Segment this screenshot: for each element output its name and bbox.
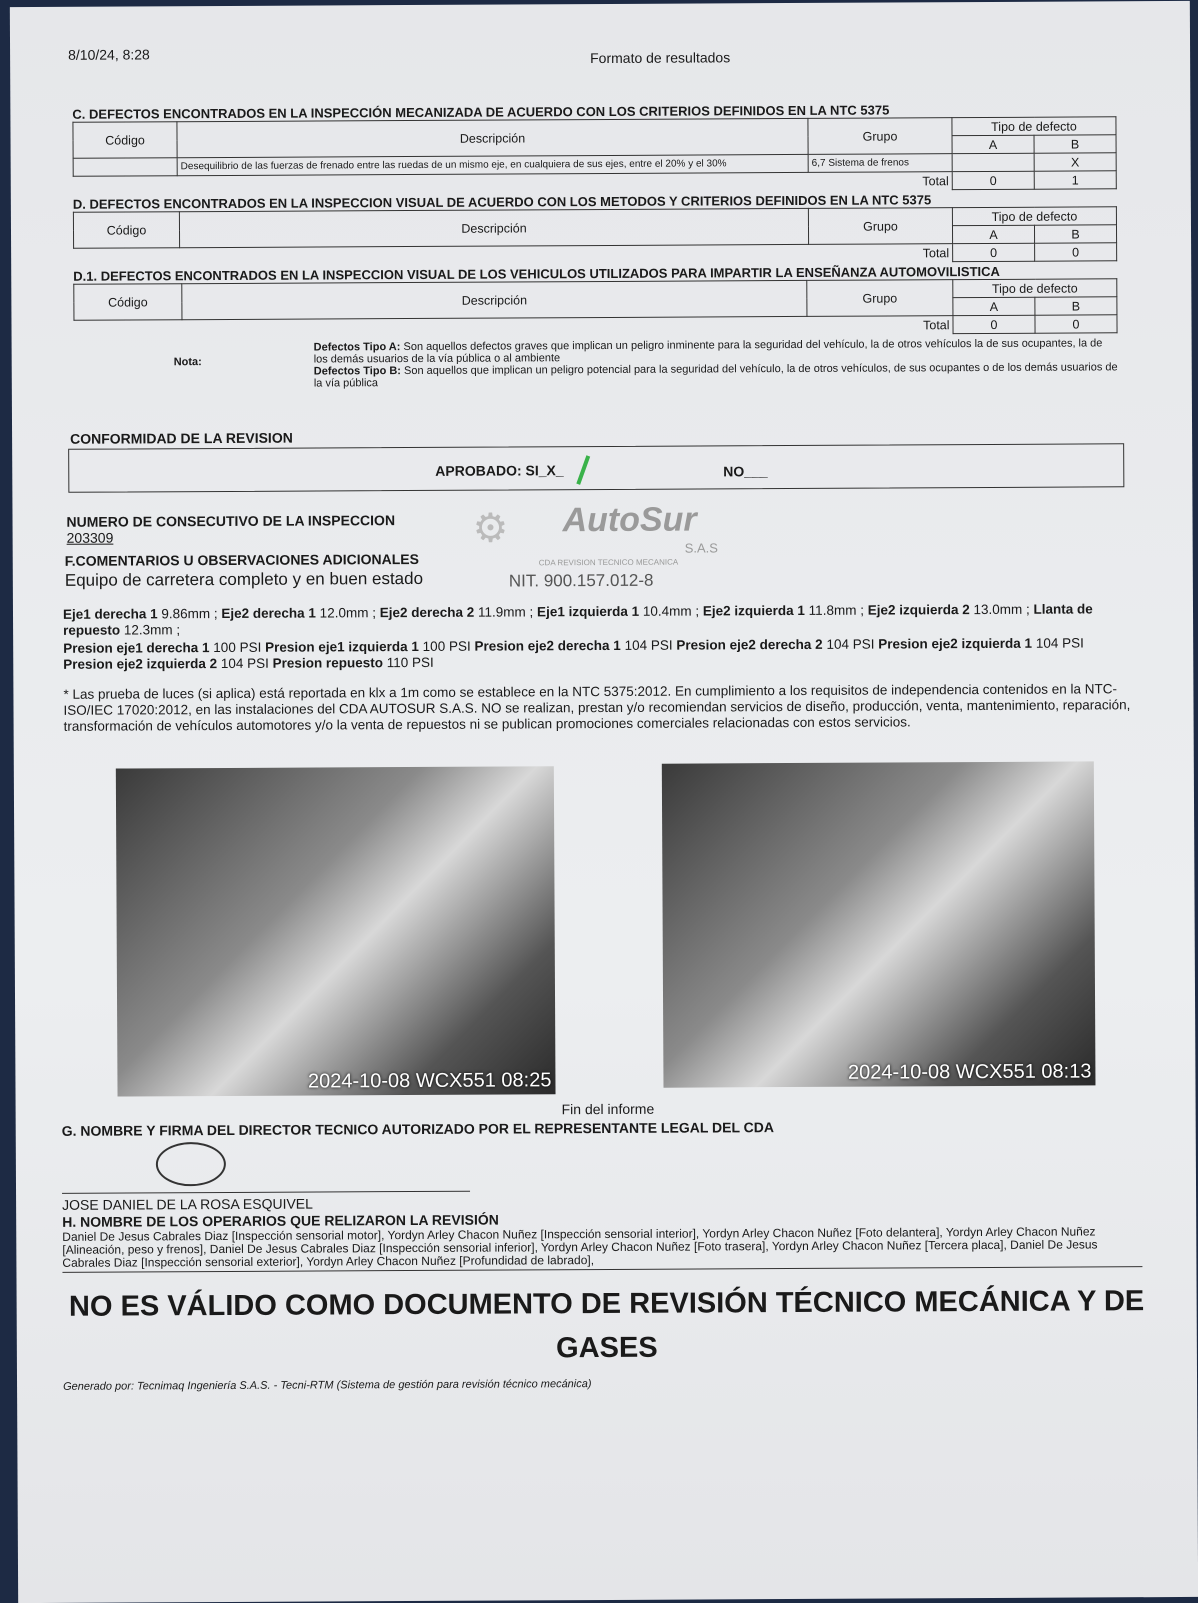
presion-text (63, 635, 1133, 673)
col-descripcion: Descripción (179, 208, 808, 247)
operarios-text: Daniel De Jesus Cabrales Diaz [Inspección sensorial motor], Yordyn Arley Chacon Nuñez [Inspección sensorial interior], Yordyn Arley Chacon Nuñez [Foto delantera], Yordyn Arley Chacon Nuñez [Alineación, peso y frenos], Daniel De Jesus Cabrales Diaz [Inspección sensorial inferior], Yordyn Arley Chacon Nuñez [Foto trasera], Yordyn Arley Chacon Nuñez [Tercera placa], Daniel De Jesus Cabrales Diaz [Inspección sensorial exterior], Yordyn Arley Chacon Nuñez [Profundidad de labrado], (62, 1225, 1142, 1273)
consecutivo-title: NUMERO DE CONSECUTIVO DE LA INSPECCION (66, 512, 396, 530)
total-b: 0 (1035, 243, 1117, 261)
logo-nit: NIT. 900.157.012-8 (508, 570, 654, 591)
defects-sections (72, 99, 1117, 390)
consecutivo-value: 203309 (66, 529, 114, 546)
col-grupo: Grupo (808, 208, 952, 245)
labrado-value: 11.8mm ; (804, 602, 868, 618)
presion-label: Presion eje2 izquierda 2 (63, 656, 218, 672)
document-page (10, 1, 1198, 1603)
section-d1-table (73, 278, 1117, 338)
nota-label: Nota: (173, 356, 202, 369)
director-name: JOSE DANIEL DE LA ROSA ESQUIVEL (62, 1195, 313, 1213)
labrado-text (63, 601, 1133, 639)
photo-caption: 2024-10-08 WCX551 08:25 (307, 1069, 552, 1093)
section-c-title: C. DEFECTOS ENCONTRADOS EN LA INSPECCIÓN MECANIZADA DE ACUERDO CON LOS CRITERIOS DEFINIDOS EN LA NTC 5375 (72, 102, 890, 122)
labrado-label: Eje2 derecha 1 (221, 605, 316, 622)
invalid-warning: NO ES VÁLIDO COMO DOCUMENTO DE REVISIÓN TÉCNICO MECÁNICA Y DE GASES (68, 1285, 1145, 1365)
col-b: B (1034, 225, 1116, 243)
presion-value: 100 PSI (418, 638, 475, 654)
cell-b: X (1034, 153, 1116, 171)
cell-grupo: 6,7 Sistema de frenos (808, 154, 952, 173)
logo-name: AutoSur (562, 500, 697, 540)
total-b: 1 (1034, 171, 1116, 189)
col-tipo: Tipo de defecto (953, 279, 1117, 298)
total-label: Total (922, 245, 950, 261)
aprobado-si: APROBADO: SI_X_ (435, 462, 564, 479)
col-b: B (1034, 135, 1116, 153)
presion-label: Presion eje2 derecha 1 (474, 637, 621, 654)
aprobado-no: NO___ (723, 463, 768, 480)
presion-value: 104 PSI (822, 636, 879, 652)
col-tipo: Tipo de defecto (952, 207, 1116, 226)
director-title: G. NOMBRE Y FIRMA DEL DIRECTOR TECNICO AUTORIZADO POR EL REPRESENTANTE LEGAL DEL CDA (61, 1119, 774, 1139)
col-b: B (1035, 297, 1117, 315)
col-grupo: Grupo (807, 280, 953, 317)
labrado-label: Eje2 derecha 2 (379, 604, 475, 621)
total-label: Total (923, 317, 950, 333)
col-codigo: Código (73, 122, 177, 159)
disclaimer: * Las prueba de luces (si aplica) está reportada en klx a 1m como se establece en la NTC 5375:2012. En cumplimiento a los requisitos de independencia contenidos en la NTC-ISO/IEC 17020:2012, en las instalaciones del CDA AUTOSUR S.A.S. NO se realizan, prestan y/o recomiendan servicios de diseño, producción, venta, mantenimiento, reparación, transformación de vehículos automotores y/o la venta de repuestos ni se publican promociones comerciales relacionadas con estos servicios. (63, 681, 1131, 734)
footer-generated-by: Generado por: Tecnimaq Ingeniería S.A.S. - Tecni-RTM (Sistema de gestión para revisión técnico mecánica) (63, 1378, 592, 1393)
print-date: 8/10/24, 8:28 (68, 46, 150, 63)
section-d-title: D. DEFECTOS ENCONTRADOS EN LA INSPECCION VISUAL DE ACUERDO CON LOS METODOS Y CRITERIOS DEFINIDOS EN LA NTC 5375 (72, 192, 932, 212)
tipo-a-title: Defectos Tipo A: (313, 341, 401, 354)
green-check-mark (576, 455, 590, 485)
nota-block (74, 337, 1118, 390)
col-codigo: Código (73, 212, 179, 249)
col-a: A (953, 297, 1035, 315)
tipo-b-title: Defectos Tipo B: (313, 365, 401, 378)
col-codigo: Código (74, 284, 182, 321)
labrado-label: Eje1 derecha 1 (62, 606, 158, 622)
labrado-value: 10.4mm ; (639, 603, 703, 619)
cell-descripcion: Desequilibrio de las fuerzas de frenado entre las ruedas de un mismo eje, en cualquiera de sus ejes, entre el 20% y el 30% (177, 154, 808, 175)
photo-front (116, 766, 556, 1096)
photo-rear (662, 761, 1096, 1087)
labrado-label: Eje2 izquierda 1 (702, 602, 805, 619)
conformidad-box (68, 443, 1124, 493)
comentarios-value: Equipo de carretera completo y en buen estado (64, 568, 424, 590)
tipo-a-text: Son aquellos defectos graves que implican un peligro inminente para la seguridad del vehículo, la de otros vehículos la de sus ocupantes, la de los demás usuarios de la vía pública o al ambiente (313, 337, 1103, 366)
presion-label: Presion repuesto (272, 655, 383, 671)
comentarios-title: F.COMENTARIOS U OBSERVACIONES ADICIONALES (64, 550, 419, 569)
total-a: 0 (953, 243, 1035, 261)
document-title: Formato de resultados (590, 49, 731, 67)
presion-value: 100 PSI (209, 639, 266, 656)
col-tipo: Tipo de defecto (952, 117, 1116, 136)
operarios-title: H. NOMBRE DE LOS OPERARIOS QUE RELIZARON LA REVISIÓN (62, 1211, 499, 1230)
labrado-value: 11.9mm ; (474, 604, 538, 620)
total-b: 0 (1035, 315, 1117, 333)
presion-label: Presion eje1 izquierda 1 (265, 638, 419, 655)
photo-caption: 2024-10-08 WCX551 08:13 (847, 1060, 1092, 1084)
total-a: 0 (953, 315, 1035, 333)
labrado-label: Llanta de repuesto (63, 601, 1093, 638)
presion-value: 104 PSI (620, 637, 677, 653)
col-descripcion: Descripción (177, 118, 808, 157)
presion-label: Presion eje1 derecha 1 (63, 640, 210, 656)
cell-codigo (73, 158, 177, 177)
section-d1-title: D.1. DEFECTOS ENCONTRADOS EN LA INSPECCION VISUAL DE LOS VEHICULOS UTILIZADOS PARA IMPARTIR LA ENSEÑANZA AUTOMOVILISTICA (73, 263, 1000, 284)
cell-a (952, 153, 1034, 171)
presion-value: 104 PSI (217, 655, 273, 672)
col-descripcion: Descripción (182, 280, 807, 319)
col-grupo: Grupo (808, 118, 952, 155)
labrado-value: 13.0mm ; (969, 601, 1034, 618)
fin-del-informe: Fin del informe (561, 1100, 655, 1118)
labrado-label: Eje1 izquierda 1 (536, 603, 640, 620)
measurements-and-disclaimer (63, 601, 1134, 737)
col-a: A (952, 225, 1034, 243)
presion-label: Presion eje2 derecha 2 (676, 636, 823, 653)
conformidad-title: CONFORMIDAD DE LA REVISION (70, 429, 293, 447)
nota-text (314, 337, 1118, 389)
presion-value: 110 PSI (382, 654, 434, 671)
presion-value: 104 PSI (1032, 635, 1084, 651)
logo-sub: CDA REVISION TECNICO MECANICA (538, 557, 679, 568)
total-label: Total (922, 173, 949, 189)
presion-label: Presion eje2 izquierda 1 (878, 635, 1033, 652)
labrado-value: 12.0mm ; (315, 605, 380, 621)
total-a: 0 (952, 171, 1034, 189)
labrado-label: Eje2 izquierda 2 (867, 602, 970, 618)
col-a: A (952, 135, 1034, 153)
signature-line (62, 1191, 470, 1194)
signature (156, 1142, 226, 1186)
section-c-table (72, 116, 1116, 194)
section-d-table (73, 206, 1117, 266)
tipo-b-text: Son aquellos que implican un peligro potencial para la seguridad del vehículo, la de otros vehículos, de sus ocupantes o de los demás usuarios de la vía pública (313, 361, 1118, 390)
autosur-logo (468, 501, 728, 594)
labrado-value: 12.3mm ; (120, 622, 181, 638)
labrado-value: 9.86mm ; (157, 606, 222, 622)
logo-suffix: S.A.S (684, 540, 718, 556)
logo-wheel-icon: ⚙ (472, 506, 509, 551)
